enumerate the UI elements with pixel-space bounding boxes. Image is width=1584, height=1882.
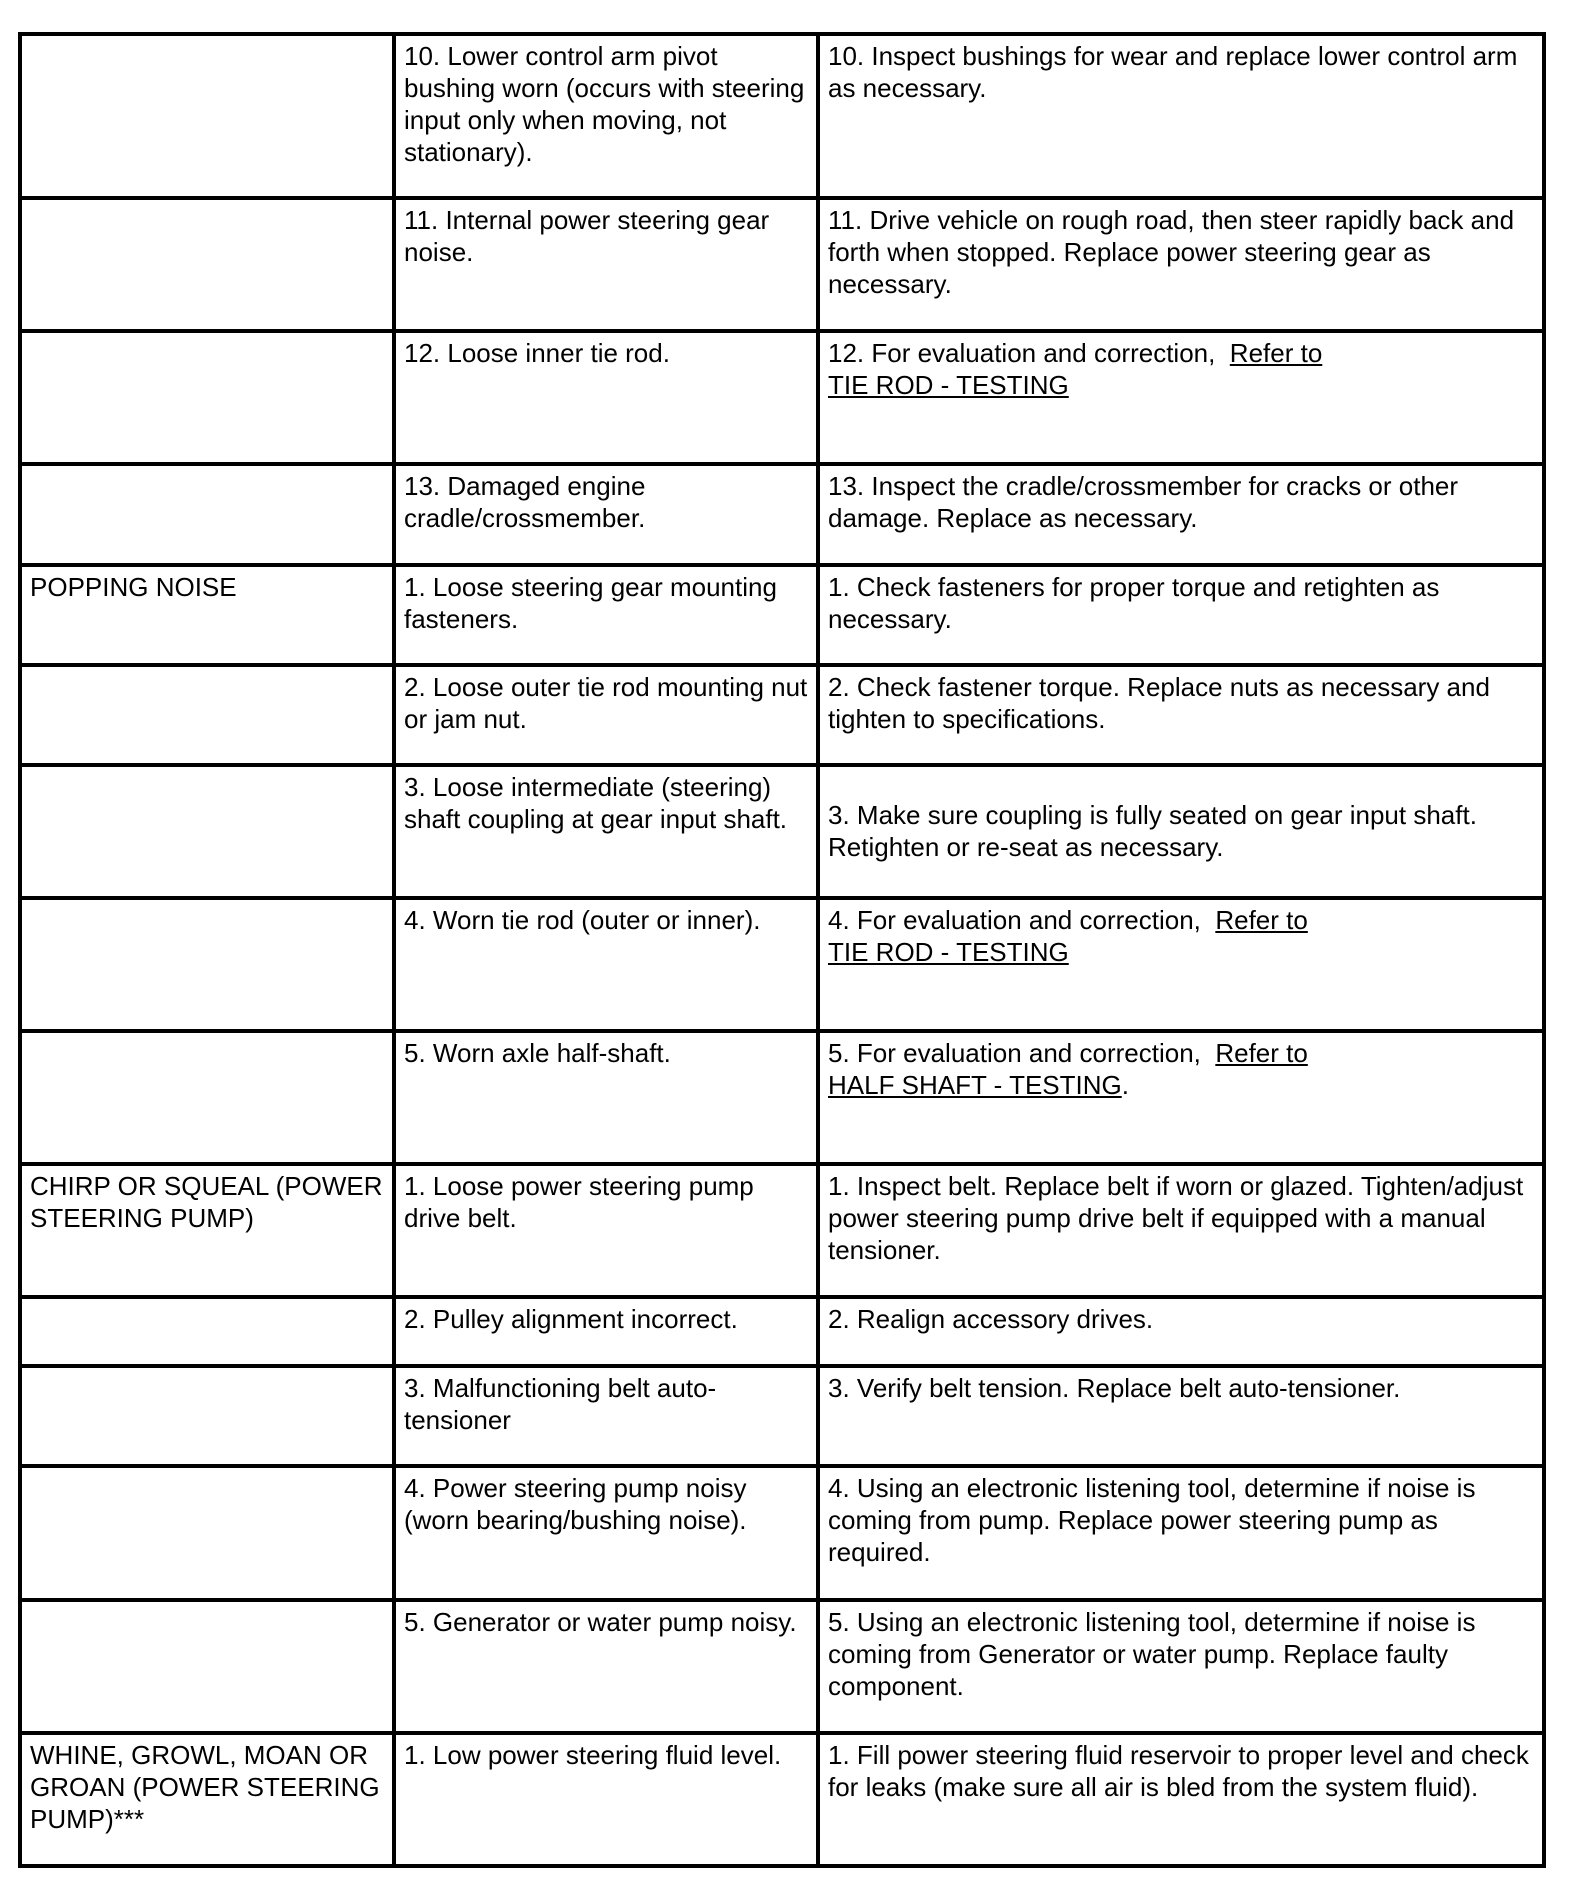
condition-cell: WHINE, GROWL, MOAN OR GROAN (POWER STEERING PUMP)*** (20, 1733, 394, 1866)
table-row (20, 1031, 1544, 1164)
condition-cell (20, 1031, 394, 1164)
cause-cell: 10. Lower control arm pivot bushing worn (occurs with steering input only when moving, not stationary). (394, 34, 818, 198)
table-row (20, 1297, 1544, 1366)
table-row (20, 1466, 1544, 1599)
cause-cell: 12. Loose inner tie rod. (394, 331, 818, 464)
cause-cell: 13. Damaged engine cradle/crossmember. (394, 464, 818, 564)
cause-cell: 3. Loose intermediate (steering) shaft coupling at gear input shaft. (394, 765, 818, 898)
table-row (20, 1164, 1544, 1297)
refer-to-link[interactable]: Refer to (1215, 904, 1308, 935)
condition-cell (20, 464, 394, 564)
correction-cell (818, 331, 1544, 464)
condition-cell (20, 331, 394, 464)
condition-cell (20, 765, 394, 898)
table-row (20, 665, 1544, 765)
cause-cell: 3. Malfunctioning belt auto-tensioner (394, 1366, 818, 1466)
correction-cell: 3. Verify belt tension. Replace belt auto-tensioner. (818, 1366, 1544, 1466)
cause-cell: 1. Loose power steering pump drive belt. (394, 1164, 818, 1297)
cause-cell: 4. Worn tie rod (outer or inner). (394, 898, 818, 1031)
condition-cell: CHIRP OR SQUEAL (POWER STEERING PUMP) (20, 1164, 394, 1297)
table-row (20, 1600, 1544, 1733)
correction-cell: 11. Drive vehicle on rough road, then steer rapidly back and forth when stopped. Replace power steering gear as necessary. (818, 198, 1544, 331)
condition-cell (20, 1600, 394, 1733)
correction-cell: 2. Realign accessory drives. (818, 1297, 1544, 1366)
cause-cell: 1. Low power steering fluid level. (394, 1733, 818, 1866)
cause-cell: 4. Power steering pump noisy (worn bearing/bushing noise). (394, 1466, 818, 1599)
cause-cell: 5. Worn axle half-shaft. (394, 1031, 818, 1164)
cause-cell: 1. Loose steering gear mounting fasteners. (394, 565, 818, 665)
refer-to-link[interactable]: Refer to (1215, 1038, 1308, 1069)
refer-to-link[interactable]: Refer to (1229, 338, 1323, 369)
condition-cell (20, 34, 394, 198)
correction-cell (818, 1031, 1544, 1164)
correction-cell: 13. Inspect the cradle/crossmember for cracks or other damage. Replace as necessary. (818, 464, 1544, 564)
table-row (20, 1733, 1544, 1866)
cause-cell: 2. Pulley alignment incorrect. (394, 1297, 818, 1366)
table-row (20, 898, 1544, 1031)
correction-cell: 2. Check fastener torque. Replace nuts as necessary and tighten to specifications. (818, 665, 1544, 765)
correction-cell: 1. Inspect belt. Replace belt if worn or glazed. Tighten/adjust power steering pump drive belt if equipped with a manual tensioner. (818, 1164, 1544, 1297)
table-row (20, 34, 1544, 198)
condition-cell (20, 665, 394, 765)
half-shaft-testing-link[interactable]: HALF SHAFT - TESTING (828, 1070, 1122, 1101)
table-row (20, 565, 1544, 665)
correction-text: 5. For evaluation and correction, (828, 1038, 1201, 1069)
condition-cell (20, 1297, 394, 1366)
condition-cell (20, 898, 394, 1031)
correction-cell: 4. Using an electronic listening tool, determine if noise is coming from pump. Replace power steering pump as required. (818, 1466, 1544, 1599)
cause-cell: 5. Generator or water pump noisy. (394, 1600, 818, 1733)
table-row (20, 765, 1544, 898)
diagnosis-table (18, 32, 1546, 1868)
table-row (20, 464, 1544, 564)
correction-suffix: . (1121, 1070, 1129, 1101)
correction-cell: 1. Fill power steering fluid reservoir to proper level and check for leaks (make sure all air is bled from the system fluid). (818, 1733, 1544, 1866)
correction-cell (818, 898, 1544, 1031)
cause-cell: 2. Loose outer tie rod mounting nut or jam nut. (394, 665, 818, 765)
tie-rod-testing-link[interactable]: TIE ROD - TESTING (828, 370, 1069, 401)
cause-cell: 11. Internal power steering gear noise. (394, 198, 818, 331)
correction-cell: 3. Make sure coupling is fully seated on gear input shaft. Retighten or re-seat as necessary. (818, 765, 1544, 898)
correction-cell: 5. Using an electronic listening tool, determine if noise is coming from Generator or water pump. Replace faulty component. (818, 1600, 1544, 1733)
correction-text: 4. For evaluation and correction, (828, 904, 1201, 935)
correction-text: 12. For evaluation and correction, (828, 338, 1216, 369)
table-row (20, 1366, 1544, 1466)
condition-cell (20, 1466, 394, 1599)
tie-rod-testing-link[interactable]: TIE ROD - TESTING (828, 936, 1069, 967)
condition-cell: POPPING NOISE (20, 565, 394, 665)
condition-cell (20, 1366, 394, 1466)
table-row (20, 331, 1544, 464)
correction-cell: 10. Inspect bushings for wear and replace lower control arm as necessary. (818, 34, 1544, 198)
table-row (20, 198, 1544, 331)
condition-cell (20, 198, 394, 331)
correction-cell: 1. Check fasteners for proper torque and retighten as necessary. (818, 565, 1544, 665)
